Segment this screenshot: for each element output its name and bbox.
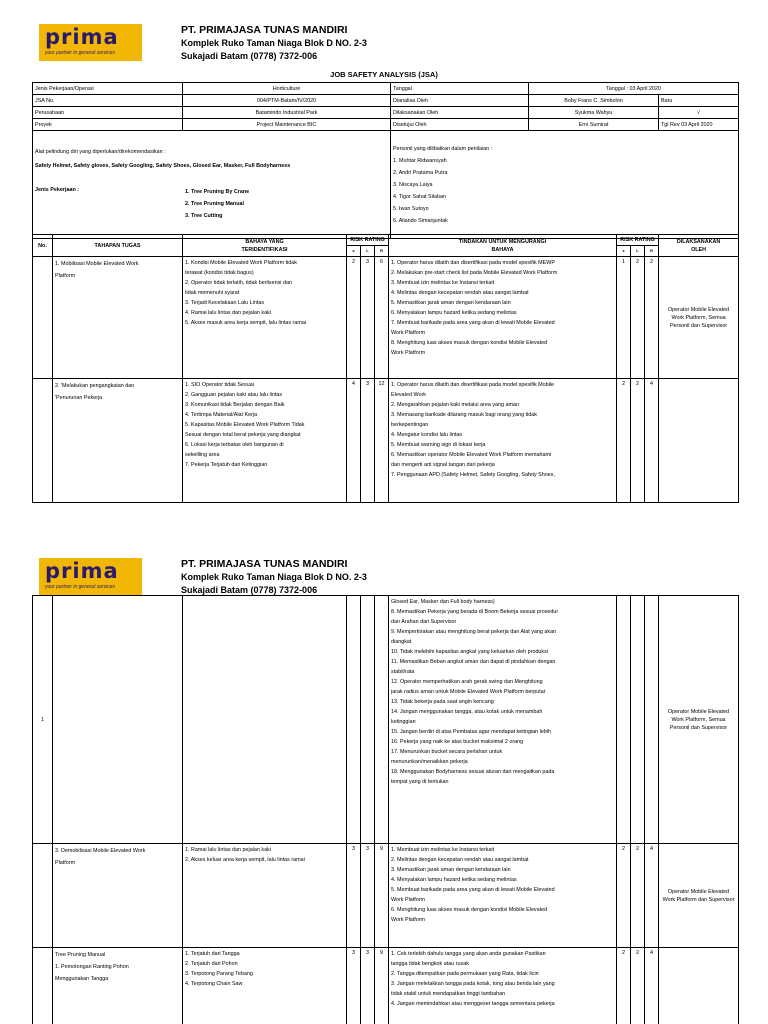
page1-body	[33, 257, 739, 503]
job-kind-item: 2. Tree Pruning Manual	[185, 201, 245, 207]
control-measure-line: 3. Membuat izin melintas ke Instansi terkait	[391, 280, 495, 286]
residual-r: 4	[645, 844, 659, 948]
executed-by: Operator Mobile Elevated Work Platform, Semua Personil dan Supervisor	[659, 596, 739, 844]
header-exec	[659, 235, 739, 257]
control-measure-line: 4. Jangan memindahkan atau menggeser tangga sementara pekerja	[391, 1001, 555, 1007]
residual-l	[631, 596, 645, 844]
analyzed-value: Boby Frans C. Simbolon	[529, 95, 659, 107]
job-kind-item: 1. Tree Pruning By Crane	[185, 189, 250, 195]
risk-r: 9	[375, 844, 389, 948]
control-measure-line: 3. Memastikan jarak aman dengan kendaraan lain	[391, 867, 511, 873]
header-hazard-line: TERIDENTIFIKASI	[241, 246, 288, 253]
control-measure-line: 2. Tangga ditempatkan pada permukaan yang Rata, tidak licin	[391, 971, 539, 977]
hazard-line: 6. Lokasi kerja terbatas oleh bangunan di	[185, 442, 284, 448]
date-value: Tanggal : 03 April 2020	[529, 83, 739, 95]
residual-l: 2	[631, 257, 645, 379]
hazard-line: 4. Terpotong Chain Saw	[185, 981, 243, 987]
hazard-line: tidak memenuhi syarat	[185, 290, 240, 296]
control-measure	[389, 596, 617, 844]
table-row	[33, 257, 739, 379]
header-s: s	[617, 246, 631, 257]
control-measure-line: tidak stabil untuk mendapatkan tinggi tambahan	[391, 991, 506, 997]
control-measure-line: 2. Mengarahkan pejalan kaki melalui area yang aman	[391, 402, 519, 408]
page2-body	[33, 596, 739, 1024]
logo-wordmark: prima	[45, 25, 119, 49]
control-measure-line: 14. Jangan menggunakan tangga, atau kotak untuk menambah	[391, 709, 543, 715]
control-measure-line: 8. Memastikan Pekerja yang berada di Boom Bekerja sesuai prosedur	[391, 609, 559, 615]
ppe-value: Safety Helmet, Safety gloves, Safety Googling, Safety Shoes, Glosed Ear, Masker, Full Bodyharness	[35, 163, 291, 169]
hazard	[183, 948, 347, 1024]
hazard	[183, 379, 347, 503]
hazard-line: 4. Tertimpa Material/Alat Kerja	[185, 412, 258, 418]
header-l: L	[631, 246, 645, 257]
residual-s: 2	[617, 379, 631, 503]
control-measure-line: Work Platform	[391, 330, 426, 336]
approved-label: Disetujui Oleh	[391, 119, 529, 131]
residual-r: 4	[645, 379, 659, 503]
job-type-value: Horticulture	[183, 83, 391, 95]
control-measure-line: 1. Cek terlebih dahulu tangga yang akan anda gunakan Pastikan	[391, 951, 546, 957]
residual-l: 2	[631, 379, 645, 503]
document-title: JOB SAFETY ANALYSIS (JSA)	[330, 70, 438, 79]
task-step-line: Tree Pruning Manual	[55, 952, 106, 958]
control-measure-line: Work Platform	[391, 897, 426, 903]
control-measure-line: menurunkan/menaikkan pekerja	[391, 759, 468, 765]
hazard-line: 1. SIO Operator tidak Sesuai	[185, 382, 254, 388]
company-logo	[39, 24, 142, 61]
project-label: Proyek	[33, 119, 183, 131]
task-step	[53, 257, 183, 379]
job-kinds-block	[35, 186, 388, 222]
project-value: Project Maintenance BIC	[183, 119, 391, 131]
header-s: s	[347, 246, 361, 257]
hazard-line: 1. Kondisi Mobile Elevated Work Platform tidak	[185, 260, 297, 266]
hazard-line: terawat (kondisi tidak bagus)	[185, 270, 254, 276]
control-measure-line: dan Arahan dari Supervisor	[391, 619, 457, 625]
hazard-line: Sesuai dengan total berat pekerja yang diangkat	[185, 432, 301, 438]
header-exec-line: OLEH	[691, 246, 707, 253]
executed-value: Syukma Wahyu	[529, 107, 659, 119]
risk-l: 3	[361, 379, 375, 503]
jsa-page-2	[0, 552, 768, 1024]
jsa-no-label: JSA No.	[33, 95, 183, 107]
company-city-phone: Sukajadi Batam (0778) 7372-006	[181, 585, 318, 595]
control-measure-line: Work Platform	[391, 350, 426, 356]
task-step-line: Platform	[55, 860, 76, 866]
control-measure-line: 5. Memastikan jarak aman dengan kendaraan lain	[391, 300, 511, 306]
company-logo	[39, 558, 142, 595]
logo-tagline: your partner in general services	[45, 584, 116, 590]
risk-s: 4	[347, 379, 361, 503]
company-name: PT. PRIMAJASA TUNAS MANDIRI	[181, 558, 348, 570]
personnel-item: 2. Andri Pratama Putra	[393, 170, 448, 176]
header-steps: TAHAPAN TUGAS	[53, 235, 183, 257]
table-row	[33, 948, 739, 1024]
control-measure-line: 6. Memastikan operator Mobile Elevated Work Platform memahami	[391, 452, 552, 458]
table-row	[33, 379, 739, 503]
control-measure-line: 15. Jangan berdiri di atas Pembatas agar mendapat ketingian lebih	[391, 729, 552, 735]
control-measure-line: tangga tidak bengkok atau rusak	[391, 961, 469, 967]
jsa-page-1	[0, 0, 768, 508]
personnel-item: 3. Niscaya Laiya	[393, 182, 433, 188]
company-name: PT. PRIMAJASA TUNAS MANDIRI	[181, 24, 348, 36]
control-measure-line: 7. Membuat barikade pada area yang akan di lewati Mobile Elevated	[391, 320, 555, 326]
control-measure-line: Work Platform	[391, 917, 426, 923]
risk-s: 3	[347, 948, 361, 1024]
risk-r: 6	[375, 257, 389, 379]
control-measure-line: 5. Membuat warning sign di lokasi kerja	[391, 442, 486, 448]
risk-r: 9	[375, 948, 389, 1024]
company-info	[181, 24, 367, 63]
company-label: Perusahaan	[33, 107, 183, 119]
header-risk: RISK RATING	[347, 235, 389, 246]
risk-r	[375, 596, 389, 844]
job-kind-list	[185, 186, 249, 222]
row-number	[33, 257, 53, 379]
risk-l	[361, 596, 375, 844]
info-row	[33, 107, 739, 119]
control-measure	[389, 844, 617, 948]
hazard-line: 2. Operator tidak terlatih, tidak berlisensi dan	[185, 280, 292, 286]
control-measure-line: 11. Memastikan Beban angkut aman dan dapat di pindahkan dengan	[391, 659, 556, 665]
hazard	[183, 257, 347, 379]
page-gap	[0, 508, 768, 552]
risk-l: 3	[361, 844, 375, 948]
control-measure-line: 16. Pekerja yang naik ke atas bucket maksimal 2 orang	[391, 739, 524, 745]
header-l: L	[361, 246, 375, 257]
risk-s: 2	[347, 257, 361, 379]
control-measure-line: 1. Operator harus dilatih dan disertifikasi pada model spesifik Mobile	[391, 382, 555, 388]
personnel-item: 4. Tigor Sahat Silaban	[393, 194, 447, 200]
residual-s: 2	[617, 844, 631, 948]
executed-by	[659, 948, 739, 1024]
control-measure-line: 12. Operator memperhatikan arah gerak swing dan Menghitung	[391, 679, 543, 685]
job-type-label: Jenis Pekerjaan/Operasi	[33, 83, 183, 95]
status-value: Baru	[659, 95, 739, 107]
table-row	[33, 596, 739, 844]
task-step-line: 1. Pemotongan Ranting Pohon	[55, 964, 129, 970]
control-measure-line: 13. Tidak bekerja pada saat angin kencang	[391, 699, 494, 705]
header-exec-line: DILAKSANAKAN	[676, 238, 721, 245]
risk-l: 3	[361, 948, 375, 1024]
task-step	[53, 948, 183, 1024]
task-step-line: 1. Mobilisasi Mobile Elevated Work	[55, 261, 139, 267]
residual-l: 2	[631, 844, 645, 948]
table-header-row	[33, 235, 739, 246]
control-measure-line: 6. Menghitung luas akses masuk dengan kondisi Mobile Elevated	[391, 907, 548, 913]
residual-r: 2	[645, 257, 659, 379]
date-label: Tanggal	[391, 83, 529, 95]
personnel-item: 5. Iwan Sutoyo	[393, 206, 429, 212]
header-r: R	[375, 246, 389, 257]
hazard-line: 2. Akses keluar area kerja sempit, lalu lintas ramai	[185, 857, 305, 863]
company-header	[0, 0, 768, 70]
row-number	[33, 844, 53, 948]
control-measure-line: stabil/rata	[391, 669, 415, 675]
jsa-no-value: 004/PTM-Batam/IV/2020	[183, 95, 391, 107]
header-no: No.	[33, 235, 53, 257]
executed-label: Dilaksanakan Oleh	[391, 107, 529, 119]
task-step-line: 2. 'Melakukan pengangkatan dan	[55, 383, 135, 389]
task-step-line: 3. Demobilisasi Mobile Elevated Work	[55, 848, 146, 854]
logo-wordmark: prima	[45, 559, 119, 583]
personnel-cell	[391, 131, 739, 239]
row-number: 1	[33, 596, 53, 844]
residual-l: 2	[631, 948, 645, 1024]
jsa-info-table	[32, 82, 739, 239]
ppe-and-jobs-cell	[33, 131, 391, 239]
control-measure-line: 1. Membuat izin melintas ke Instansi terkait	[391, 847, 495, 853]
hazard-line: sekeliling area	[185, 452, 220, 458]
residual-r	[645, 596, 659, 844]
jsa-hazard-table	[32, 234, 739, 503]
control-measure-line: tempat yang di tentukan	[391, 779, 449, 785]
task-step	[53, 379, 183, 503]
control-measure-line: 8. Menghitung luas akses masuk dengan kondisi Mobile Elevated	[391, 340, 548, 346]
hazard	[183, 596, 347, 844]
control-measure-line: 17. Menurunkan bucket secara perlahan untuk	[391, 749, 503, 755]
control-measure-line: 4. Menyalakan lampu hazard ketika sedang melintas	[391, 877, 517, 883]
risk-s: 3	[347, 844, 361, 948]
control-measure-line: 2. Melintas dengan kecepatan rendah atau sangat lambat	[391, 857, 529, 863]
hazard-line: 2. Terjatuh dari Pohon	[185, 961, 238, 967]
control-measure-line: 7. Penggunaan APD (Safety Helmet, Safety Googling, Safety Shoes,	[391, 472, 555, 478]
control-measure-line: dan mengerti arti signal tangan dari pekerja	[391, 462, 495, 468]
header-r: R	[645, 246, 659, 257]
hazard-line: 5. Akses masuk area kerja sempit, lalu lintas ramai	[185, 320, 307, 326]
jsa-hazard-table-continued	[32, 595, 739, 1024]
control-measure-line: 5. Membuat barikade pada area yang akan di lewati Mobile Elevated	[391, 887, 555, 893]
task-step	[53, 844, 183, 948]
hazard-line: 2. Gangguan pejalan kaki atau lalu lintas	[185, 392, 283, 398]
table-row	[33, 844, 739, 948]
hazard-line: 3. Terpotong Parang Tebang	[185, 971, 253, 977]
executed-by: Operator Mobile Elevated Work Platform dan Supervisor	[659, 844, 739, 948]
control-measure	[389, 379, 617, 503]
hazard-line: 3. Komunikasi tidak Berjalan dengan Baik	[185, 402, 285, 408]
control-measure-line: 6. Menyalakan lampu hazard ketika sedang melintas	[391, 310, 517, 316]
analyzed-label: Dianalisa Oleh	[391, 95, 529, 107]
task-step	[53, 596, 183, 844]
control-measure-line: 2. Melakukan pre-start check list pada Mobile Elevated Work Platform	[391, 270, 558, 276]
personnel-label: Personil yang dilibatkan dalam penilaian :	[393, 146, 493, 152]
control-measure-line: 9. Memperkirakan atau menghitung berat pekerja dan Alat yang akan	[391, 629, 557, 635]
control-measure-line: ketinggian	[391, 719, 416, 725]
control-measure-line: 4. Melintas dengan kecepatan rendah atau sangat lambat	[391, 290, 529, 296]
company-value: Batamindo Industrial Park	[183, 107, 391, 119]
info-row	[33, 83, 739, 95]
job-kind-item: 3. Tree Cutting	[185, 213, 223, 219]
control-measure-line: jarak radius aman untuk Mobile Elevated Work Platform berputar	[391, 689, 546, 695]
executed-by	[659, 379, 739, 503]
company-address: Komplek Ruko Taman Niaga Blok D NO. 2-3	[181, 572, 367, 582]
ppe-label: Alat pelindung diri yang diperlukan/direkomendasikan :	[35, 149, 166, 155]
company-address: Komplek Ruko Taman Niaga Blok D NO. 2-3	[181, 38, 367, 48]
task-step-line: 'Penurunan Pekerja	[55, 395, 103, 401]
risk-r: 12	[375, 379, 389, 503]
logo-tagline: your partner in general services	[45, 50, 116, 56]
company-city-phone: Sukajadi Batam (0778) 7372-006	[181, 51, 318, 61]
info-row	[33, 95, 739, 107]
hazard-line: 1. Ramai lalu lintas dan pejalan kaki	[185, 847, 272, 853]
approved-value: Erni Sumirat	[529, 119, 659, 131]
row-number	[33, 379, 53, 503]
residual-s	[617, 596, 631, 844]
task-step-line: Menggunakan Tangga	[55, 976, 109, 982]
control-measure-line: 1. Operator harus dilatih dan disertifikasi pada model spesifik MEWP	[391, 260, 555, 266]
job-kind-label: Jenis Pekerjaan :	[35, 187, 80, 193]
task-step-line: Platform	[55, 273, 76, 279]
header-control-line: TINDAKAN UNTUK MENGURANGI	[458, 238, 547, 245]
residual-r: 4	[645, 948, 659, 1024]
header-hazard-line: BAHAYA YANG	[245, 238, 284, 245]
header-hazard	[183, 235, 347, 257]
personnel-item: 6. Aliando Simanjuntak	[393, 218, 448, 224]
company-info	[181, 558, 367, 597]
risk-s	[347, 596, 361, 844]
risk-l: 3	[361, 257, 375, 379]
control-measure	[389, 257, 617, 379]
check-mark: √	[659, 107, 739, 119]
executed-by: Operator Mobile Elevated Work Platform, Semua Personil dan Supervisor	[659, 257, 739, 379]
control-measure-line: 18. Menggunakan Bodyharness sesuai aturan dan mengaitkan pada	[391, 769, 555, 775]
row-number	[33, 948, 53, 1024]
hazard-line: 1. Terjatuh dari Tangga	[185, 951, 240, 957]
info-detail-row	[33, 131, 739, 239]
revision-date: Tgl Rev 03 April 2020	[659, 119, 739, 131]
control-measure-line: 3. Jangan meletakkan tangga pada kotak, tong atau benda lain yang	[391, 981, 555, 987]
header-control-line: BAHAYA	[491, 246, 514, 253]
control-measure	[389, 948, 617, 1024]
control-measure-line: berkepentingan	[391, 422, 429, 428]
info-row	[33, 119, 739, 131]
personnel-item: 1. Muhtar Ridwansyah	[393, 158, 447, 164]
control-measure-line: Elevated Work	[391, 392, 426, 398]
header-risk-after: RISK RATING	[617, 235, 659, 246]
control-measure-line: 3. Memasang barikade dilarang masuk bagi orang yang tidak	[391, 412, 537, 418]
hazard-line: 7. Pekerja Terjatuh dari Ketinggian	[185, 462, 268, 468]
control-measure-line: 4. Mengatur kondisi lalu lintas	[391, 432, 463, 438]
control-measure-line: 10. Tidak melebihi kapasitas angkat yang keluarkan oleh produksi	[391, 649, 549, 655]
hazard-line: 3. Terjadi Kecelakaan Lalu Lintas	[185, 300, 265, 306]
residual-s: 1	[617, 257, 631, 379]
header-control	[389, 235, 617, 257]
residual-s: 2	[617, 948, 631, 1024]
hazard-line: 4. Ramai lalu lintas dan pejalan kaki	[185, 310, 272, 316]
hazard	[183, 844, 347, 948]
control-measure-line: Glosed Ear, Masker dan Full body harness)	[391, 599, 495, 605]
hazard-line: 5. Kapasitas Mobile Elevated Work Platform Tidak	[185, 422, 305, 428]
control-measure-line: diangkat	[391, 639, 412, 645]
